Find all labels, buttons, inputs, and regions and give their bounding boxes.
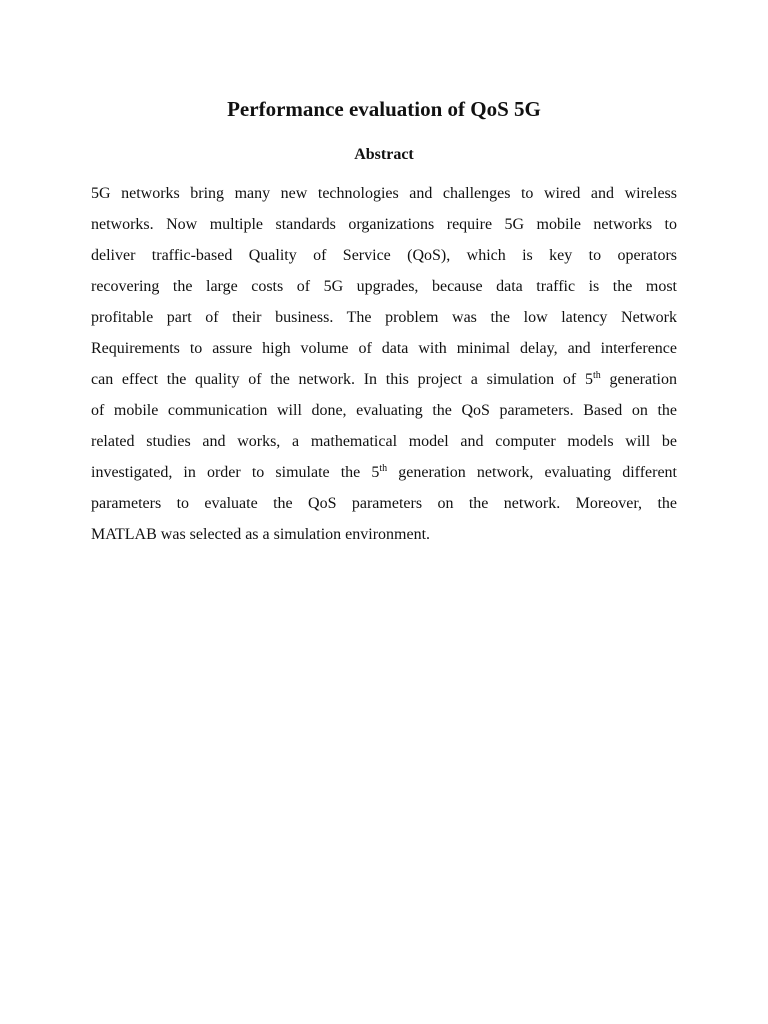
abstract-line: 5G networks bring many new technologies and challenges to wired and wireless [91,185,677,202]
abstract-line: networks. Now multiple standards organizations require 5G mobile networks to [91,216,677,233]
section-heading: Abstract [354,146,414,163]
abstract-line: MATLAB was selected as a simulation environment. [91,526,431,543]
line-text: generation [600,371,677,388]
line-text: generation network, evaluating different [387,464,677,481]
superscript-ordinal: th [592,370,601,381]
abstract-line: deliver traffic-based Quality of Service (QoS), which is key to operators [91,247,677,264]
abstract-line: recovering the large costs of 5G upgrades, because data traffic is the most [91,278,677,295]
abstract-body [91,183,677,555]
abstract-line: parameters to evaluate the QoS parameters on the network. Moreover, the [91,495,677,512]
abstract-line: related studies and works, a mathematical model and computer models will be [91,433,677,450]
document-title: Performance evaluation of QoS 5G [227,97,541,121]
abstract-line [91,462,677,493]
abstract-line: of mobile communication will done, evaluating the QoS parameters. Based on the [91,402,677,419]
superscript-ordinal: th [379,463,388,474]
abstract-line [91,369,677,400]
abstract-line: Requirements to assure high volume of data with minimal delay, and interference [91,340,677,357]
line-text: investigated, in order to simulate the 5 [91,464,380,481]
line-text: can effect the quality of the network. In this project a simulation of 5 [91,371,593,388]
abstract-line: profitable part of their business. The problem was the low latency Network [91,309,677,326]
